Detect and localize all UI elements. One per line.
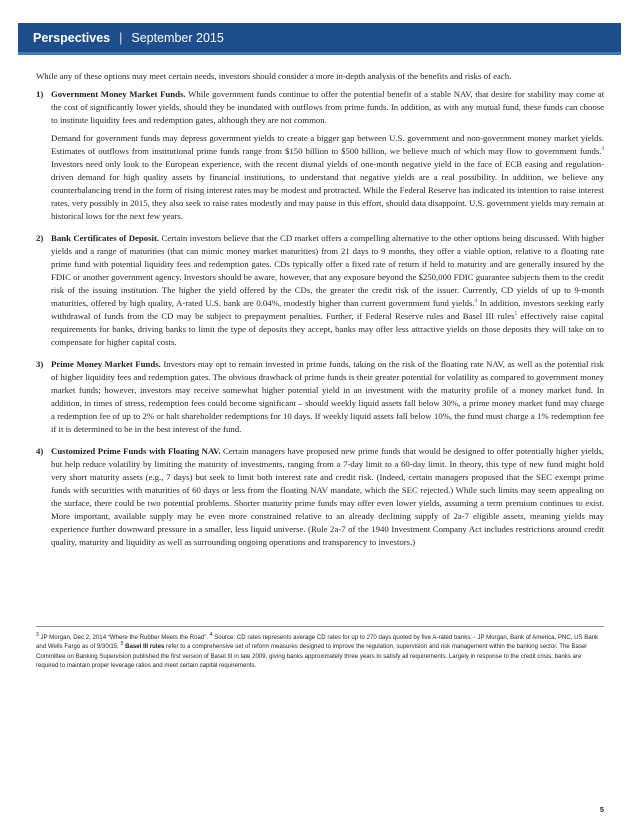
item-paragraph: [51, 445, 604, 549]
item-paragraph: [51, 88, 604, 127]
list-item-customized-prime-funds: [36, 445, 604, 549]
header-separator: |: [119, 30, 123, 45]
item-text: Certain managers have proposed new prime funds that would be designed to offer potentially higher yields, but help reduce volatility by limiting the maturity of investments, ranging from a 7-day limit to a 60-day limit. In theory, this type of new fund might hold very short maturity assets (e.g., 7 days) but seek to limit both interest rate and credit risk. (Indeed, certain managers proposed that the SEC exempt prime funds with securities with maturities of 60 days or less from the floating NAV mandate, which the SEC rejected.) While such limits may seem appealing on the surface, there could be two potential problems. Shorter maturity prime funds may offer even lower yields, assuming a term premium continues to exist. More important, available supply may be even more constrained relative to an already declining supply of 2a-7 eligible assets, meaning yields may experience further downward pressure in a smaller, less liquid universe. (Rule 2a-7 of the 1940 Investment Company Act includes restrictions around credit quality, maturity and liquidity as well as surrounding ongoing operations and transparency to investors.): [51, 446, 604, 547]
footnote-text: refer to a comprehensive set of reform measures designed to improve the regulation, supervision and risk management within the banking sector. The Basel Committee on Banking Supervision published the first version of Basel III in late 2009, giving banks approximately three years to satisfy all requirements. Largely in response to the credit crisis, banks are required to maintain proper leverage ratios and meet certain capital requirements.: [36, 643, 587, 669]
item-text: effectively raise capital requirements for banks, driving banks to limit the type of deposits they accept, banks may offer less attractive yields on those deposits they will take on to compensate for higher capital costs.: [51, 311, 604, 347]
item-number: 3): [36, 359, 44, 369]
footnotes: [36, 626, 604, 670]
item-number: 1): [36, 89, 44, 99]
footnote-term: Basel III rules: [123, 643, 165, 651]
item-title: Bank Certificates of Deposit.: [51, 233, 160, 243]
page-number: 5: [599, 805, 604, 814]
item-title: Prime Money Market Funds.: [51, 359, 161, 369]
footnote-text: Source: CD rates represents average CD rates for up to 270 days quoted by five A-rated banks: - JP Morgan, Bank of America, PNC, US Bank and Wells Fargo as of 9/30/15.: [36, 634, 599, 651]
item-number: 4): [36, 446, 44, 456]
list-item-government-funds: [36, 88, 604, 223]
item-text: Demand for government funds may depress government yields to create a bigger gap between U.S. government and non-government money market yields. Estimates of outflows from institutional prime funds range from $150 billion to $500 billion, we believe much of which may flow to government funds.: [51, 133, 604, 156]
footnote-ref: 5: [514, 312, 518, 318]
list-item-prime-funds: [36, 358, 604, 436]
item-number: 2): [36, 233, 44, 243]
page-header: [18, 23, 621, 55]
footnote-ref: 4: [474, 299, 478, 305]
list-item-bank-cds: [36, 232, 604, 349]
footnote-number: 5: [120, 641, 124, 648]
footnote-number: 4: [209, 631, 213, 638]
item-paragraph: [51, 358, 604, 436]
intro-paragraph: While any of these options may meet certain needs, investors should consider a more in-depth analysis of the benefits and risks of each.: [36, 71, 512, 81]
item-title: Government Money Market Funds.: [51, 89, 186, 99]
item-paragraph: [51, 232, 604, 349]
section-title: Perspectives: [33, 30, 111, 45]
item-text: Investors need only look to the European experience, with the recent dismal yields of one-month negative yield in the face of ECB easing and regulation-driven demand for high quality assets by financial institutions, to understand that negative yields are a real possibility. In addition, we believe any counterbalancing trend in the form of rising interest rates may be modest and protracted. While the Federal Reserve has indicated its intention to raise interest rates, very possibly in 2015, they also seek to raise rates modestly and may pause in this effort, should data disappoint. U.S. government yields may remain at historical lows for the next few years.: [51, 159, 604, 221]
header-date: September 2015: [131, 30, 224, 45]
item-text: Certain investors believe that the CD market offers a compelling alternative to the other options being discussed. With higher yields and a range of maturities (that can mimic money market maturities) from 21 days to 9 months, they offer a viable option, relative to a floating rate prime fund with potential liquidity fees and redemption gates. CDs typically offer a fixed rate of return if held to maturity and are generally insured by the FDIC or another government agency. Investors should be aware, however, that any exposure beyond the $250,000 FDIC guarantee subjects them to the credit risk of the issuing institution. The higher the yield offered by the CDs, the greater the credit risk of the issuer. Currently, CD yields of up to 9-month maturities, offered by high quality, A-rated U.S. bank are 0.04%, modestly higher than current government fund yields.: [51, 233, 604, 308]
item-paragraph: [51, 132, 604, 223]
item-text: While government funds continue to offer the potential benefit of a stable NAV, that desire for stability may come at the cost of significantly lower yields, should they be inundated with outflows from prime funds. In addition, as with any mutual fund, these funds can choose to institute liquidity fees and redemption gates, although they are not common.: [51, 89, 604, 125]
item-title: Customized Prime Funds with Floating NAV.: [51, 446, 221, 456]
footnote-text: JP Morgan, Dec 2, 2014 “Where the Rubber Meets the Road”.: [38, 634, 209, 641]
main-content: [36, 70, 604, 558]
footnote-number: 3: [36, 631, 39, 638]
item-text: In addition, investors seeking early withdrawal of funds from the CD may be subject to prepayment penalties. Further, if Federal Reserve rules and Basel III rules: [51, 298, 604, 321]
item-text: Investors may opt to remain invested in prime funds, taking on the risk of the floating rate NAV, as well as the potential risk of higher liquidity fees and redemption gates. The obvious drawback of prime funds is their greater potential for volatility as compared to government money market funds; however, investors may receive somewhat higher potential yield in an investment with the maturity profile of a money market fund. In addition, in times of stress, redemption fees could become significant – should weekly liquid assets fall below 30%, a prime money market fund may charge a redemption fee of up to 2% or halt shareholder redemptions for 10 days. If weekly liquid assets fall below 10%, the fund must charge a 1% redemption fee if it is determined to be in the best interest of the fund.: [51, 359, 605, 434]
footnote-ref: 3: [601, 147, 604, 153]
